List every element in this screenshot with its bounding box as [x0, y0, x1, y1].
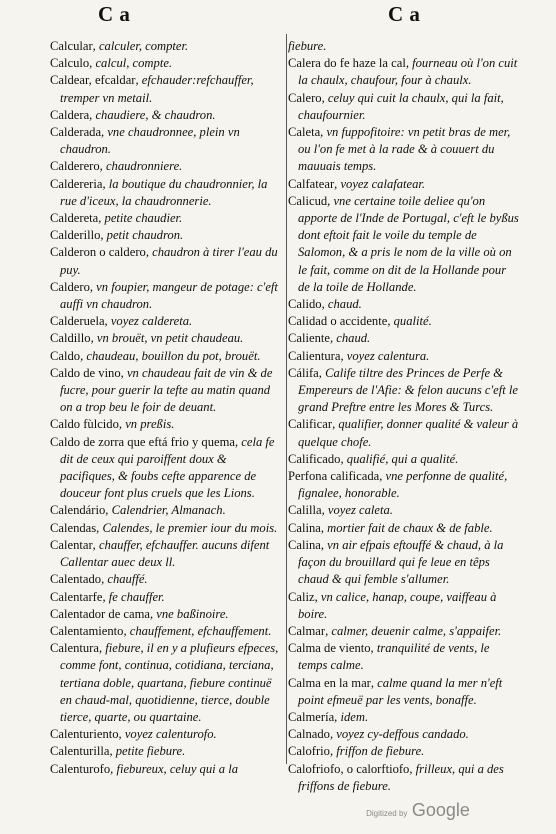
dictionary-entry: [288, 348, 520, 365]
dictionary-entry: [288, 520, 520, 537]
entry-definition: , fe chauffer.: [102, 589, 165, 604]
entry-definition: , vn brouët, vn petit chaudeau.: [90, 331, 244, 346]
entry-definition: , voyez calafatear.: [334, 176, 426, 191]
entry-definition: , calmer, deuenir calme, s'appaifer.: [325, 623, 502, 638]
entry-definition: fiebure.: [288, 39, 327, 53]
dictionary-entry: [288, 90, 520, 124]
entry-definition: , idem.: [334, 709, 369, 724]
dictionary-entry: [50, 743, 282, 760]
entry-definition: , chaudeau, bouillon du pot, brouët.: [80, 348, 261, 363]
entry-headword: Caldear, efcaldar: [50, 73, 136, 88]
entry-headword: Calderero: [50, 159, 100, 174]
dictionary-entry: [50, 55, 282, 72]
entry-definition: , calme quand la mer n'eft point efmeuë par les vents, bonaffe.: [298, 675, 503, 707]
entry-headword: Calentura: [50, 641, 99, 656]
dictionary-entry: [288, 468, 520, 502]
entry-definition: , chaudiere, & chaudron.: [89, 107, 216, 122]
entry-definition: , fourneau où l'on cuit la chaulx, chaufour, four à chaulx.: [298, 56, 518, 88]
dictionary-entry: [288, 296, 520, 313]
entry-headword: Calentamiento: [50, 623, 124, 638]
entry-headword: Calcular: [50, 39, 93, 53]
entry-headword: Calderillo: [50, 228, 101, 243]
left-running-header: C a: [98, 2, 131, 26]
left-column: [50, 38, 282, 778]
entry-definition: , chauffé.: [101, 572, 148, 587]
entry-headword: Caleta: [288, 125, 321, 140]
digitized-watermark: [298, 800, 538, 821]
dictionary-entry: [50, 107, 282, 124]
entry-headword: Calendas: [50, 520, 97, 535]
entry-definition: , vn fuppofitoire: vn petit bras de mer, ou l'on fe met à la rade & à couuert du mauuais temps.: [298, 125, 511, 174]
entry-headword: Calnado: [288, 727, 330, 742]
entry-headword: Calma en la mar: [288, 675, 371, 690]
dictionary-entry: [50, 502, 282, 519]
entry-definition: , voyez calentura.: [340, 348, 430, 363]
dictionary-entry: [50, 434, 282, 503]
dictionary-entry: [50, 348, 282, 365]
dictionary-entry: [288, 330, 520, 347]
dictionary-entry: [288, 416, 520, 450]
entry-headword: Calificar: [288, 417, 333, 432]
dictionary-entry: [288, 589, 520, 623]
dictionary-entry: [288, 451, 520, 468]
entry-definition: , petit chaudron.: [100, 228, 184, 243]
dictionary-entry: [50, 313, 282, 330]
entry-definition: , vne baßinoire.: [150, 606, 229, 621]
entry-definition: , tranquilité de vents, le temps calme.: [298, 641, 490, 673]
entry-definition: , qualifier, donner qualité & valeur à quelque chofe.: [298, 417, 519, 449]
entry-definition: , voyez cy-deffous candado.: [329, 727, 469, 742]
entry-definition: , vn preßis.: [118, 417, 175, 432]
entry-definition: , voyez calenturofo.: [118, 727, 217, 742]
right-running-header: C a: [388, 2, 421, 26]
entry-headword: Calificado: [288, 451, 341, 466]
dictionary-entry: [288, 743, 520, 760]
dictionary-entry: [50, 571, 282, 588]
entry-headword: Calendário: [50, 503, 106, 518]
entry-headword: Caldera: [50, 107, 90, 122]
entry-definition: , chaudron à tirer l'eau du puy.: [60, 245, 278, 277]
entry-headword: Cálifa: [288, 365, 319, 380]
dictionary-entry: [50, 244, 282, 278]
entry-definition: , qualifié, qui a qualité.: [340, 451, 459, 466]
entry-definition: , chaud.: [321, 297, 362, 312]
entry-headword: Caldereta: [50, 211, 99, 226]
dictionary-entry: [288, 675, 520, 709]
dictionary-entry: [50, 210, 282, 227]
entry-headword: Calofrio: [288, 744, 330, 759]
dictionary-entry: [50, 124, 282, 158]
entry-definition: , voyez caleta.: [321, 503, 393, 518]
entry-definition: , vn chaudeau fait de vin & de fucre, pour guerir la tefte au matin quand on a trop beu le foir de deuant.: [60, 365, 273, 415]
entry-headword: Calilla: [288, 503, 322, 518]
dictionary-entry: [50, 520, 282, 537]
entry-definition: , Calendes, le premier iour du mois.: [96, 520, 278, 535]
entry-definition: , vne perfonne de qualité, fignalee, honorable.: [298, 469, 508, 501]
dictionary-entry: [50, 176, 282, 210]
dictionary-entry: [50, 158, 282, 175]
dictionary-entry: [50, 279, 282, 313]
entry-headword: Calmería: [288, 709, 335, 724]
entry-headword: Calentado: [50, 572, 102, 587]
entry-headword: Caldereria: [50, 176, 103, 191]
entry-headword: Perfona calificada: [288, 469, 380, 484]
entry-headword: Calientura: [288, 348, 341, 363]
dictionary-entry: [288, 176, 520, 193]
entry-definition: , Calife tiltre des Princes de Perfe & Empereurs de l'Afie: & felon aucuns c'eft le grand Preftre entre les Mores & Turcs.: [298, 365, 519, 415]
entry-definition: , calculer, compter.: [92, 39, 189, 53]
dictionary-entry: [50, 365, 282, 417]
entry-headword: Calmar: [288, 623, 326, 638]
entry-headword: Calfatear: [288, 176, 335, 191]
google-logo: Google: [411, 800, 470, 820]
entry-headword: Calicud: [288, 193, 328, 208]
entry-definition: , friffon de fiebure.: [329, 744, 425, 759]
entry-headword: Calderada: [50, 125, 102, 140]
entry-headword: Calculo: [50, 56, 90, 71]
entry-headword: Calma de viento: [288, 641, 371, 656]
entry-definition: , fiebure, il en y a plufieurs efpeces, comme font, continua, cotidiana, terciana, tertiana doble, quartana, fiebure continuë en chaud-mal, quotidienne, tierce, double tierce, quarte, ou quartaine.: [60, 641, 279, 724]
entry-headword: Calentador de cama: [50, 606, 150, 621]
dictionary-entry: [288, 55, 520, 89]
entry-definition: , Calendrier, Almanach.: [105, 503, 226, 518]
dictionary-entry: [288, 502, 520, 519]
dictionary-entry: [288, 313, 520, 330]
dictionary-entry: [50, 606, 282, 623]
dictionary-entry: [288, 640, 520, 674]
entry-definition: , petite fiebure.: [109, 744, 186, 759]
entry-definition: , vne certaine toile deliee qu'on apporte de l'Inde de Portugal, c'eft le byßus dont eftoit fait le voile du temple de Salomon, & a pris le nom de la ville où on le fait, comme on dit de la Hollande pour de la toile de Hollande.: [298, 193, 519, 294]
entry-headword: Calderon o caldero: [50, 245, 146, 260]
dictionary-entry: [50, 416, 282, 433]
entry-headword: Calderuela: [50, 314, 105, 329]
dictionary-entry: [288, 761, 520, 795]
entry-definition: , voyez caldereta.: [104, 314, 193, 329]
entry-headword: Calero: [288, 90, 322, 105]
dictionary-entry: [288, 623, 520, 640]
entry-definition: , chauffer, efchauffer. aucuns difent Callentar auec deux ll.: [60, 537, 270, 570]
entry-definition: , chaudronniere.: [99, 159, 183, 174]
dictionary-entry: [50, 589, 282, 606]
dictionary-entry: [50, 537, 282, 571]
dictionary-entry: [288, 709, 520, 726]
entry-headword: Calentarfe: [50, 589, 103, 604]
dictionary-entry: [50, 72, 282, 106]
entry-headword: Calenturofo: [50, 761, 111, 776]
entry-headword: Calentar: [50, 537, 93, 552]
entry-headword: Caliz: [288, 589, 315, 604]
entry-headword: Calenturiento: [50, 727, 119, 742]
entry-definition: , vn foupier, mangeur de potage: c'eft auffi vn chaudron.: [60, 279, 278, 312]
entry-headword: Caldo de zorra que eftá frio y quema,: [50, 434, 239, 449]
dictionary-entry: [288, 193, 520, 296]
entry-definition: , fiebureux, celuy qui a la: [110, 761, 239, 776]
entry-definition: , petite chaudier.: [98, 211, 183, 226]
dictionary-entry: [288, 726, 520, 743]
entry-definition: , frilleux, qui a des friffons de fiebure.: [298, 761, 504, 793]
entry-definition: cela fe dit de ceux qui paroiffent doux & pacifiques, & foubs cefte apparence de douceur font plus cruels que les Lions.: [60, 434, 275, 501]
entry-definition: , mortier fait de chaux & de fable.: [320, 520, 493, 535]
dictionary-entry: [50, 623, 282, 640]
dictionary-entry: [50, 761, 282, 778]
dictionary-entry: [50, 38, 282, 55]
entry-definition: , vn air efpais eftouffé & chaud, à la façon du brouillard qui fe leue en têps chaud & qui femble s'allumer.: [298, 537, 504, 587]
dictionary-entry: [50, 726, 282, 743]
entry-definition: , efchauder:refchauffer, tremper vn metail.: [60, 73, 254, 105]
entry-headword: Calina: [288, 520, 321, 535]
entry-headword: Calera do fe haze la cal: [288, 56, 406, 71]
entry-headword: Caldo de vino: [50, 365, 121, 380]
entry-headword: Caliente: [288, 331, 330, 346]
dictionary-entry: [50, 330, 282, 347]
entry-headword: Calofriofo, o calorftiofo: [288, 761, 410, 776]
entry-headword: Caldero: [50, 279, 90, 294]
dictionary-entry: [288, 365, 520, 417]
entry-headword: Calidad o accidente: [288, 314, 388, 329]
entry-headword: Calina: [288, 537, 321, 552]
dictionary-entry: [50, 640, 282, 726]
watermark-prefix: Digitized by: [366, 809, 408, 818]
entry-definition: , chaud.: [329, 331, 371, 346]
dictionary-entry: [288, 537, 520, 589]
entry-definition: , qualité.: [387, 314, 432, 329]
entry-headword: Calido: [288, 297, 322, 312]
column-divider: [286, 34, 287, 764]
entry-definition: , chauffement, efchauffement.: [123, 623, 272, 638]
entry-definition: , celuy qui cuit la chaulx, qui la fait, chaufournier.: [298, 90, 504, 122]
entry-definition: , la boutique du chaudronnier, la rue d'iceux, la chaudronnerie.: [60, 176, 268, 208]
entry-headword: Calenturilla: [50, 744, 110, 759]
dictionary-entry: [288, 124, 520, 176]
entry-definition: , vn calice, hanap, coupe, vaiffeau à boire.: [298, 589, 497, 621]
entry-headword: Caldo fùlcido: [50, 417, 119, 432]
entry-definition: , calcul, compte.: [89, 56, 173, 71]
entry-definition: , vne chaudronnee, plein vn chaudron.: [60, 125, 240, 157]
dictionary-entry: [50, 227, 282, 244]
dictionary-entry: [288, 38, 520, 55]
entry-headword: Caldo: [50, 348, 81, 363]
entry-headword: Caldillo: [50, 331, 91, 346]
right-column: [288, 38, 520, 795]
